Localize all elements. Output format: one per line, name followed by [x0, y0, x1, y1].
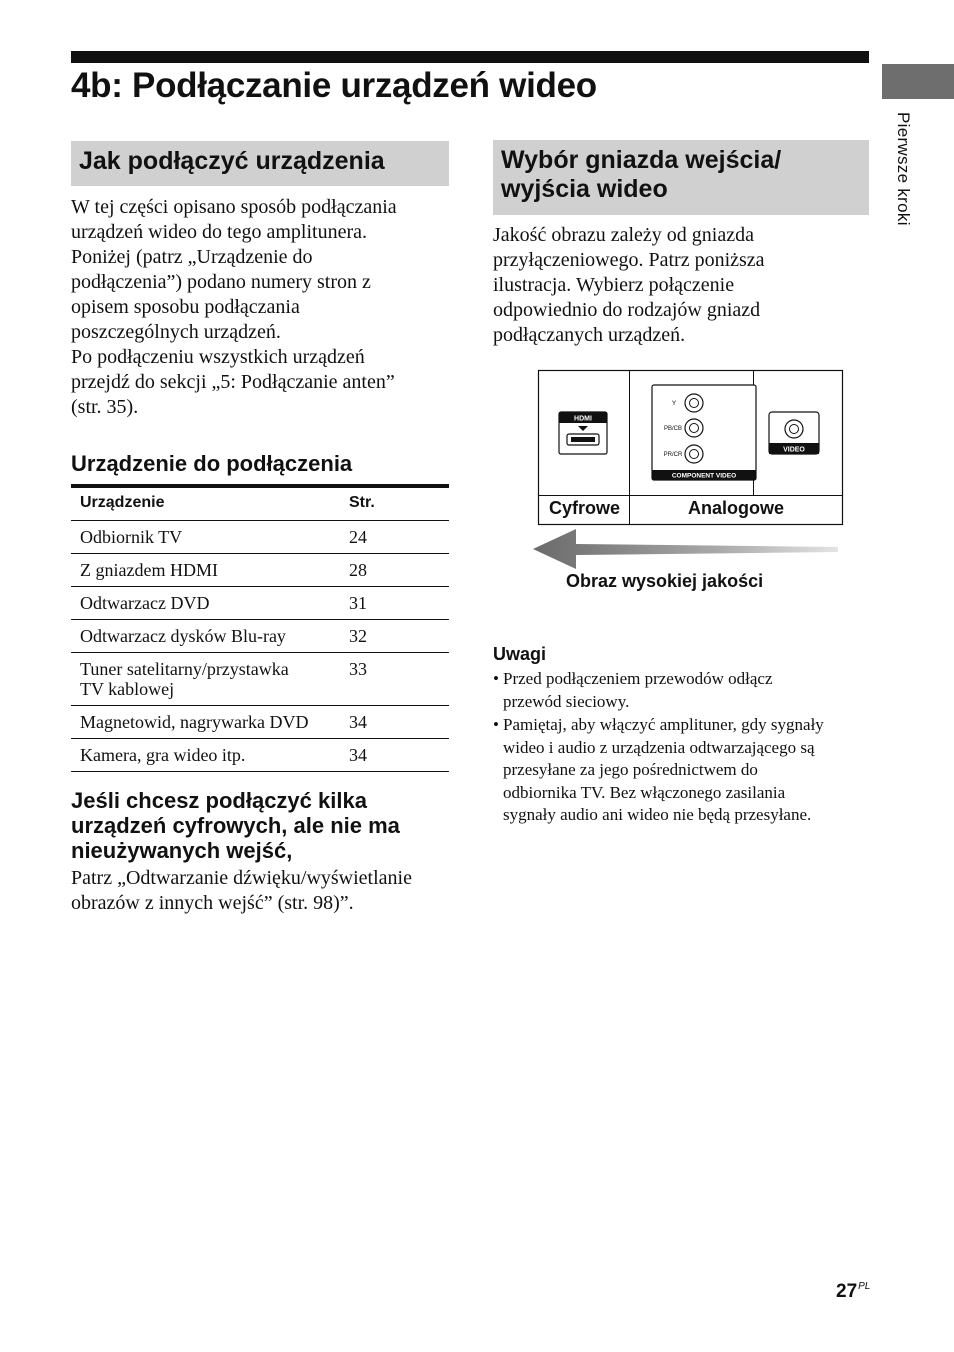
component-pb-label: PB/CB — [663, 426, 683, 432]
top-rule — [71, 51, 869, 63]
page-suffix: PL — [858, 1281, 871, 1292]
component-video-jacks-icon — [652, 385, 756, 480]
multi-device-title: Jeśli chcesz podłączyć kilka urządzeń cyfrowych, ale nie ma nieużywanych wejść, — [71, 788, 400, 863]
quality-label: Obraz wysokiej jakości — [566, 571, 764, 591]
table-row: Kamera, gra wideo itp. 34 — [71, 739, 449, 772]
table-row: Odtwarzacz dysków Blu-ray 32 — [71, 620, 449, 653]
table-header-device: Urządzenie — [71, 486, 340, 521]
table-title: Urządzenie do podłączenia — [71, 451, 353, 476]
notes-title: Uwagi — [493, 644, 547, 664]
list-item: • Przed podłączeniem przewodów odłącz przewód sieciowy. — [493, 668, 873, 713]
side-tab — [882, 64, 954, 99]
device-table — [71, 484, 449, 772]
section-title-jack: Wybór gniazda wejścia/ wyjścia wideo — [493, 140, 869, 215]
table-row: Magnetowid, nagrywarka DVD 34 — [71, 706, 449, 739]
list-item: • Pamiętaj, aby włączyć amplituner, gdy sygnały wideo i audio z urządzenia odtwarzającego są przesyłane za jego pośrednictwem do odbiornika TV. Bez włączonego zasilania sygnały audio ani wideo nie będą przesyłane. — [493, 714, 873, 827]
hdmi-label: HDMI — [574, 415, 592, 423]
page-number: $27^{PL}$ — [836, 1281, 871, 1302]
notes-list — [493, 668, 873, 828]
digital-label: Cyfrowe — [548, 498, 620, 518]
video-label: VIDEO — [783, 446, 805, 454]
table-header-page: Str. — [340, 486, 449, 521]
table-header-row — [71, 486, 449, 521]
component-pr-label: PR/CR — [663, 452, 683, 458]
table-row: Z gniazdem HDMI 28 — [71, 554, 449, 587]
side-label: Pierwsze kroki — [894, 112, 913, 226]
multi-device-text: Patrz „Odtwarzanie dźwięku/wyświetlanie obrazów z innych wejść” (str. 98)”. — [71, 867, 412, 914]
component-y-label: Y — [671, 400, 677, 407]
analog-label: Analogowe — [687, 498, 784, 518]
quality-arrow-icon — [533, 529, 838, 569]
intro-text-right: Jakość obrazu zależy od gniazda przyłączeniowego. Patrz poniższa ilustracja. Wybierz połączenie odpowiednio do rodzajów gniazd podłączanych urządzeń. — [493, 224, 765, 346]
table-row: Odtwarzacz DVD 31 — [71, 587, 449, 620]
table-row: Tuner satelitarny/przystawka TV kablowej 33 — [71, 653, 449, 706]
page-title: 4b: Podłączanie urządzeń wideo — [71, 66, 597, 105]
section-title-connect: Jak podłączyć urządzenia — [71, 141, 449, 186]
table-row: Odbiornik TV 24 — [71, 521, 449, 554]
intro-text-left: W tej części opisano sposób podłączania urządzeń wideo do tego amplitunera. Poniżej (patrz „Urządzenie do podłączenia”) podano numery stron z opisem sposobu podłączania poszczególnych urządzeń. Po podłączeniu wszystkich urządzeń przejdź do sekcji „5: Podłączanie anten” (str. 35). — [71, 196, 397, 418]
component-caption: COMPONENT VIDEO — [671, 472, 737, 480]
